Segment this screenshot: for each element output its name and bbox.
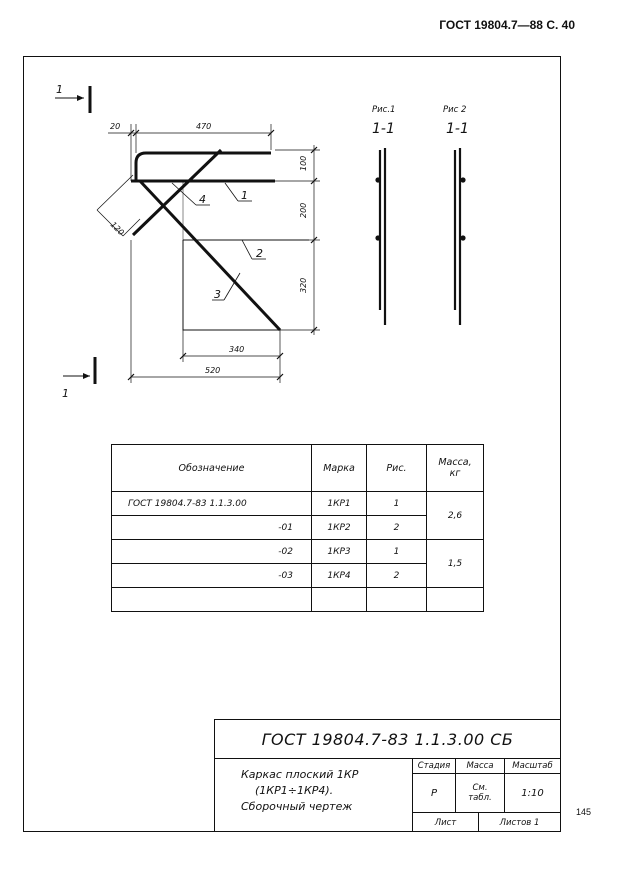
cell-mark: 1КР3 (312, 540, 367, 564)
product-name-line3: Сборочный чертеж (241, 800, 353, 813)
section-marker-bottom (63, 357, 95, 384)
cell-mark: 1КР1 (312, 492, 367, 516)
dim-320: 320 (299, 277, 308, 293)
cell-figure: 1 (367, 540, 427, 564)
cell-mark: 1КР4 (312, 564, 367, 588)
dimension-ticks (128, 130, 317, 380)
dim-120: 120 (108, 220, 126, 238)
table-row (112, 492, 484, 516)
specification-table (111, 444, 484, 612)
cell-designation: -03 (112, 564, 312, 588)
column-header-mark: Марка (312, 445, 367, 492)
cell-mass: 2,6 (427, 492, 484, 540)
table-row-empty (112, 588, 484, 612)
cell-designation: ГОСТ 19804.7-83 1.1.3.00 (112, 492, 312, 516)
cell-designation (112, 588, 312, 612)
scale-header: Масштаб (504, 758, 561, 774)
cell-figure: 2 (367, 564, 427, 588)
column-header-mass (427, 445, 484, 492)
mass-header-line2: кг (449, 468, 461, 479)
cell-mark: 1КР2 (312, 516, 367, 540)
cell-mark (312, 588, 367, 612)
stage-header: Стадия (412, 758, 456, 774)
mass-value: См. табл. (455, 773, 505, 813)
page-number: 145 (576, 807, 592, 817)
section-marker-top-label: 1 (56, 83, 63, 96)
product-name-line2: (1КР1÷1КР4). (255, 784, 334, 797)
dim-200: 200 (299, 202, 308, 218)
standard-reference: ГОСТ 19804.7—88 С. 40 (439, 18, 575, 32)
document-designation: ГОСТ 19804.7-83 1.1.3.00 СБ (214, 719, 561, 759)
mass-header-line1: Масса, (438, 457, 472, 468)
section-marker-bottom-label: 1 (62, 387, 69, 400)
column-header-figure: Рис. (367, 445, 427, 492)
section-view-fig1 (375, 148, 385, 325)
dim-100: 100 (299, 155, 308, 171)
product-name-line1: Каркас плоский 1КР (241, 768, 359, 781)
stage-value: Р (412, 773, 456, 813)
cell-mass: 1,5 (427, 540, 484, 588)
cell-figure: 2 (367, 516, 427, 540)
rebar-frame-view (131, 150, 309, 330)
mass-header: Масса (455, 758, 505, 774)
scale-value: 1:10 (504, 773, 561, 813)
position-2: 2 (256, 247, 263, 260)
figure-2-title: Рис 2 (443, 105, 467, 115)
table-header-row (112, 445, 484, 492)
position-4: 4 (199, 193, 206, 206)
cell-designation: -01 (112, 516, 312, 540)
dim-520: 520 (205, 366, 221, 375)
figure-2-section: 1-1 (446, 121, 469, 137)
cell-figure (367, 588, 427, 612)
product-name (214, 758, 412, 832)
title-block (214, 719, 561, 832)
table-row (112, 540, 484, 564)
cell-designation: -02 (112, 540, 312, 564)
position-1: 1 (241, 189, 248, 202)
section-view-fig2 (455, 148, 466, 325)
figure-1-section: 1-1 (372, 121, 395, 137)
cell-mass (427, 588, 484, 612)
position-leaders (172, 183, 266, 300)
dim-470: 470 (196, 122, 212, 131)
position-3: 3 (214, 288, 221, 301)
figure-1-title: Рис.1 (372, 105, 396, 115)
sheets-count: Листов 1 (478, 812, 561, 832)
cell-figure: 1 (367, 492, 427, 516)
dim-340: 340 (229, 345, 245, 354)
sheet-label: Лист (412, 812, 479, 832)
column-header-designation: Обозначение (112, 445, 312, 492)
dim-20: 20 (110, 122, 121, 131)
